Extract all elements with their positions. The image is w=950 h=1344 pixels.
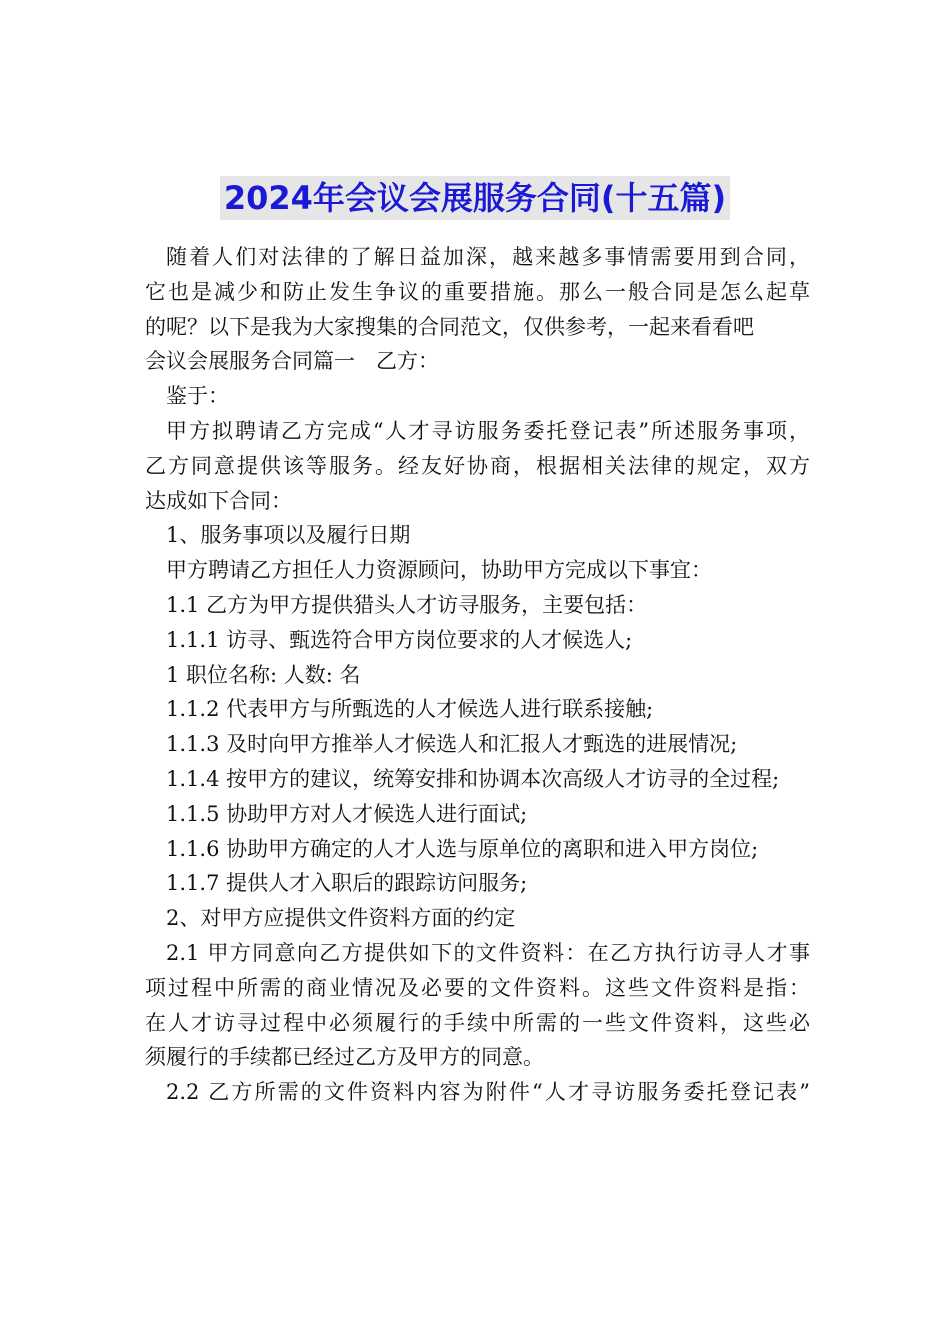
paragraph-line: 项过程中所需的商业情况及必要的文件资料。这些文件资料是指： — [145, 975, 810, 1000]
paragraph-line: 会议会展服务合同篇一 乙方： — [145, 349, 439, 374]
title-container — [0, 176, 950, 220]
paragraph-line: 1.1 乙方为甲方提供猎头人才访寻服务，主要包括： — [166, 592, 648, 617]
document-body — [145, 240, 810, 1110]
paragraph-line: 须履行的手续都已经过乙方及甲方的同意。 — [145, 1045, 544, 1070]
paragraph-line: 甲方拟聘请乙方完成“人才寻访服务委托登记表”所述服务事项， — [166, 418, 810, 443]
paragraph-line: 它也是减少和防止发生争议的重要措施。那么一般合同是怎么起草 — [145, 279, 810, 304]
paragraph-line: 随着人们对法律的了解日益加深，越来越多事情需要用到合同， — [166, 245, 810, 269]
paragraph-line: 1、服务事项以及履行日期 — [166, 523, 411, 548]
paragraph-line: 2.2 乙方所需的文件资料内容为附件“人才寻访服务委托登记表” — [166, 1080, 810, 1105]
paragraph-line: 1.1.3 及时向甲方推举人才候选人和汇报人才甄选的进展情况; — [166, 732, 738, 757]
paragraph-line: 的呢？以下是我为大家搜集的合同范文，仅供参考，一起来看看吧 — [145, 314, 754, 339]
paragraph-line: 1.1.6 协助甲方确定的人才人选与原单位的离职和进入甲方岗位; — [166, 836, 759, 861]
document-title: 2024年会议会展服务合同(十五篇) — [220, 176, 730, 220]
paragraph-line: 2.1 甲方同意向乙方提供如下的文件资料：在乙方执行访寻人才事 — [166, 940, 810, 965]
paragraph-line: 1.1.2 代表甲方与所甄选的人才候选人进行联系接触; — [166, 697, 654, 722]
paragraph-line: 在人才访寻过程中必须履行的手续中所需的一些文件资料，这些必 — [145, 1010, 810, 1035]
paragraph-line: 甲方聘请乙方担任人力资源顾问，协助甲方完成以下事宜： — [166, 558, 712, 583]
paragraph-line: 1.1.7 提供人才入职后的跟踪访问服务; — [166, 871, 528, 896]
paragraph-line: 1.1.1 访寻、甄选符合甲方岗位要求的人才候选人; — [166, 627, 633, 652]
paragraph-line: 乙方同意提供该等服务。经友好协商，根据相关法律的规定，双方 — [145, 453, 810, 478]
paragraph-line: 1.1.4 按甲方的建议，统筹安排和协调本次高级人才访寻的全过程; — [166, 766, 780, 791]
paragraph-line: 鉴于： — [166, 384, 229, 409]
paragraph-line: 1 职位名称: 人数: 名 — [166, 662, 361, 687]
paragraph-line: 1.1.5 协助甲方对人才候选人进行面试; — [166, 801, 528, 826]
paragraph-line: 达成如下合同： — [145, 488, 292, 513]
paragraph-line: 2、对甲方应提供文件资料方面的约定 — [166, 906, 516, 931]
